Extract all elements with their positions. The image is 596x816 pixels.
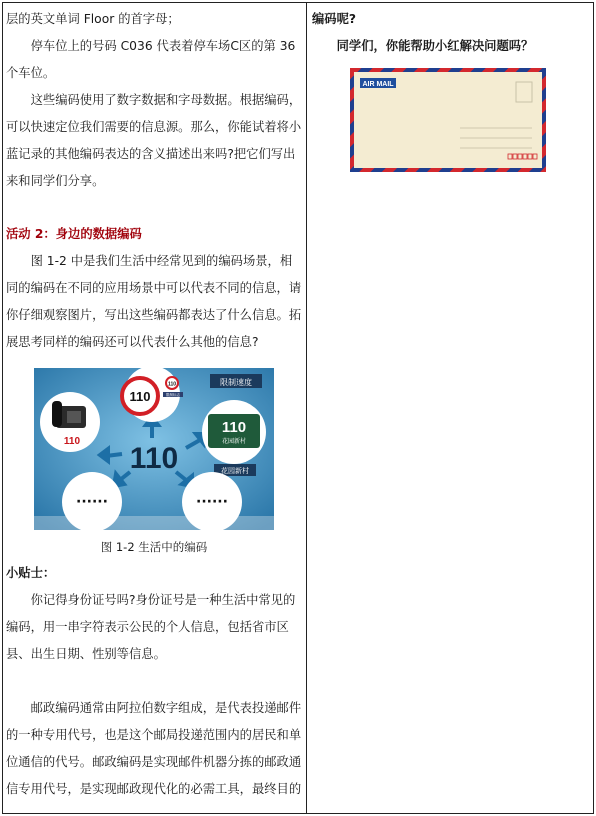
plate-number: 110 (221, 419, 247, 436)
center-number: 110 (129, 442, 179, 475)
tip-id-paragraph: 你记得身份证号吗?身份证号是一种生活中常见的编码，用一串字符表示公民的个人信息，包括省市区县、出生日期、性别等信息。 (6, 593, 296, 661)
tip-postal-paragraph: 邮政编码通常由阿拉伯数字组成，是代表投递邮件的一种专用代号，也是这个邮局投递范围内的居民和单位通信的代号。邮政编码是实现邮件机器分拣的邮政通信专用代号，是实现邮政现代化的必需工具，最终目的 (6, 701, 302, 796)
phone-icon (40, 392, 100, 452)
tip-heading: 小贴士： (6, 566, 56, 580)
figure-illustration (34, 368, 274, 530)
speed-label: 限制速度 (220, 378, 252, 387)
envelope-icon (350, 68, 546, 172)
paragraph-encoding: 这些编码使用了数字数据和字母数据。根据编码，可以快速定位我们需要的信息源。那么，你能试着将小蓝记录的其他编码表达的含义描述出来吗?把它们写出来和同学们分享。 (6, 93, 302, 188)
figure-codes-in-life (34, 368, 274, 530)
activity-paragraph: 图 1-2 中是我们生活中经常见到的编码场景，相同的编码在不同的应用场景中可以代表不同的信息，请你仔细观察图片，写出这些编码都表达了什么信息。拓展思考同样的编码还可以代表什么其他的信息? (6, 254, 302, 349)
spacer (6, 668, 302, 695)
place-label: 花园新村 (221, 467, 249, 475)
air-mail-envelope (350, 68, 546, 172)
right-text-top: 编码呢? (312, 12, 357, 26)
left-column (6, 6, 302, 803)
right-question: 同学们，你能帮助小红解决问题吗？ (336, 39, 534, 53)
phone-number: 110 (63, 436, 81, 447)
plate-sub: 花园新村 (221, 438, 247, 445)
text-line-top: 层的英文单词 Floor 的首字母； (6, 12, 180, 26)
dots-left: ······ (76, 494, 108, 510)
paragraph-parking: 停车位上的号码 C036 代表着停车场C区的第 36 个车位。 (6, 39, 296, 80)
figure-caption: 图 1-2 生活中的编码 (100, 540, 208, 554)
sign-number: 110 (129, 389, 151, 404)
small-sign-number: 110 (167, 381, 177, 388)
dots-right: ······ (196, 494, 228, 510)
column-divider (306, 2, 307, 814)
right-column (312, 6, 590, 172)
activity-heading: 活动 2：身边的数据编码 (6, 227, 142, 241)
small-sign-sub: 限制标志 (166, 393, 180, 397)
air-mail-label: AIR MAIL (362, 81, 394, 88)
address-plate-icon (202, 400, 266, 464)
